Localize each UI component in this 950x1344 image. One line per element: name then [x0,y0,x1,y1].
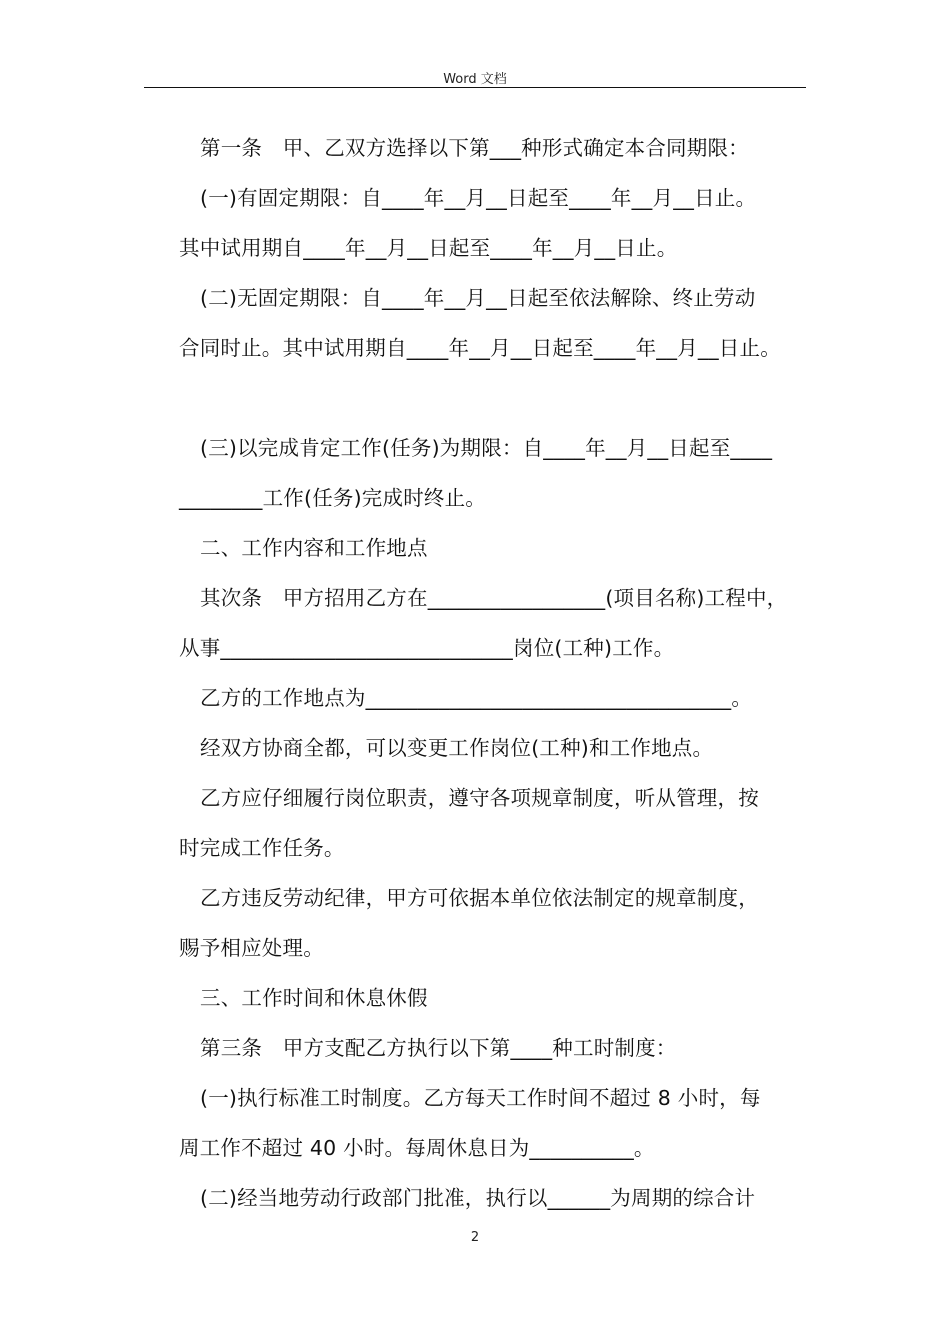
section-2-heading: 二、工作内容和工作地点 [200,536,428,560]
clause-1-heading: 第一条 甲、乙双方选择以下第___种形式确定本合同期限： [200,136,749,160]
clause-1-fixed-term: (一)有固定期限：自____年__月__日起至____年__月__日止。 [200,186,757,210]
header-title: Word 文档 [443,72,507,87]
clause-2-position: 从事____________________________岗位(工种)工作。 [179,636,675,660]
clause-2-change: 经双方协商全都，可以变更工作岗位(工种)和工作地点。 [200,736,714,760]
clause-2-project: 其次条 甲方招用乙方在_________________(项目名称)工程中， [200,586,788,610]
clause-1-task-term-cont: ________工作(任务)完成时终止。 [179,486,486,510]
clause-1-open-term: (二)无固定期限：自____年__月__日起至依法解除、终止劳动 [200,286,756,310]
clause-1-task-term: (三)以完成肯定工作(任务)为期限：自____年__月__日起至____ [200,436,773,460]
section-3-heading: 三、工作时间和休息休假 [200,986,428,1010]
clause-2-duties: 乙方应仔细履行岗位职责，遵守各项规章制度，听从管理，按 [200,786,759,810]
clause-3-standard-hours-cont: 周工作不超过 40 小时。每周休息日为__________。 [179,1136,655,1160]
clause-1-fixed-term-probation: 其中试用期自____年__月__日起至____年__月__日止。 [179,236,678,260]
clause-3-standard-hours: (一)执行标准工时制度。乙方每天工作时间不超过 8 小时，每 [200,1086,761,1110]
clause-3-heading: 第三条 甲方支配乙方执行以下第____种工时制度： [200,1036,677,1060]
header-divider [144,87,806,88]
page-number: 2 [470,1230,480,1245]
clause-2-discipline: 乙方违反劳动纪律，甲方可依据本单位依法制定的规章制度， [200,886,759,910]
clause-2-duties-cont: 时完成工作任务。 [179,836,345,860]
clause-2-location: 乙方的工作地点为___________________________________。 [200,686,753,710]
clause-2-discipline-cont: 赐予相应处理。 [179,936,324,960]
clause-3-comprehensive-hours: (二)经当地劳动行政部门批准，执行以______为周期的综合计 [200,1186,756,1210]
clause-1-open-term-cont: 合同时止。其中试用期自____年__月__日起至____年__月__日止。 [179,336,781,360]
